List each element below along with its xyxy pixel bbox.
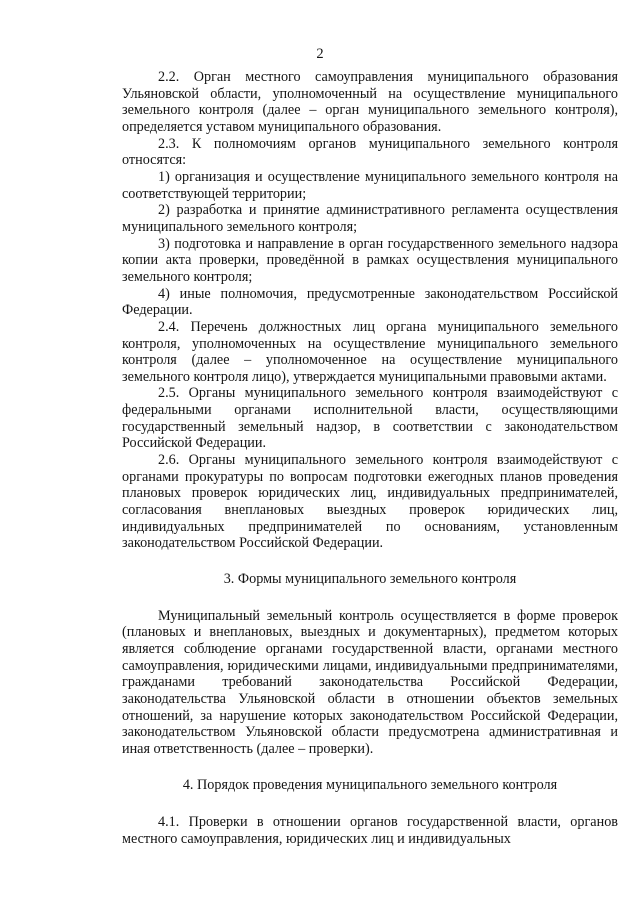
document-body bbox=[122, 69, 618, 848]
page-number: 2 bbox=[316, 46, 324, 62]
paragraph-2-5: 2.5. Органы муниципального земельного контроля взаимодействуют с федеральными органами исполнительной власти, осуществляющими государственный земельный надзор, в соответствии с законодательством Российской Федерации. bbox=[122, 385, 618, 452]
section-4-heading: 4. Порядок проведения муниципального земельного контроля bbox=[182, 776, 558, 793]
paragraph-2-3-item-3: 3) подготовка и направление в орган государственного земельного надзора копии акта проверки, проведённой в рамках осуществления муниципального земельного контроля; bbox=[122, 235, 618, 285]
paragraph-2-4: 2.4. Перечень должностных лиц органа муниципального земельного контроля, уполномоченных на осуществление муниципального земельного контроля (далее – уполномоченное на осуществление муниципального земельного контроля лицо), утверждается муниципальными правовыми актами. bbox=[122, 318, 618, 385]
section-3-paragraph: Муниципальный земельный контроль осуществляется в форме проверок (плановых и внеплановых, выездных и документарных), предметом которых является соблюдение органами государственной власти, органами местного самоуправления, юридическими лицами, индивидуальными предпринимателями, гражданами требований законодательства Российской Федерации, законодательства Ульяновской области в отношении объектов земельных отношений, за нарушение которых законодательством Российской Федерации, законодательством Ульяновской области предусмотрена административная и иная ответственность (далее – проверки). bbox=[122, 607, 618, 757]
paragraph-2-3-item-2: 2) разработка и принятие административного регламента осуществления муниципального земельного контроля; bbox=[122, 202, 618, 235]
paragraph-2-2: 2.2. Орган местного самоуправления муниципального образования Ульяновской области, уполномоченный на осуществление муниципального земельного контроля (далее – орган муниципального земельного контроля), определяется уставом муниципального образования. bbox=[122, 69, 618, 135]
paragraph-2-6: 2.6. Органы муниципального земельного контроля взаимодействуют с органами прокуратуры по вопросам подготовки ежегодных планов проведения плановых проверок юридических лиц, индивидуальных предпринимателей, согласования внеплановых выездных проверок юридических лиц, индивидуальных предпринимателей по основаниям, установленным законодательством Российской Федерации. bbox=[122, 452, 618, 552]
paragraph-2-3-item-1: 1) организация и осуществление муниципального земельного контроля на соответствующей территории; bbox=[122, 168, 618, 202]
paragraph-4-1: 4.1. Проверки в отношении органов государственной власти, органов местного самоуправления, юридических лиц и индивидуальных bbox=[122, 814, 618, 847]
paragraph-2-3: 2.3. К полномочиям органов муниципального земельного контроля относятся: bbox=[122, 135, 618, 169]
section-3-heading: 3. Формы муниципального земельного контроля bbox=[223, 571, 517, 588]
paragraph-2-3-item-4: 4) иные полномочия, предусмотренные законодательством Российской Федерации. bbox=[122, 285, 618, 319]
